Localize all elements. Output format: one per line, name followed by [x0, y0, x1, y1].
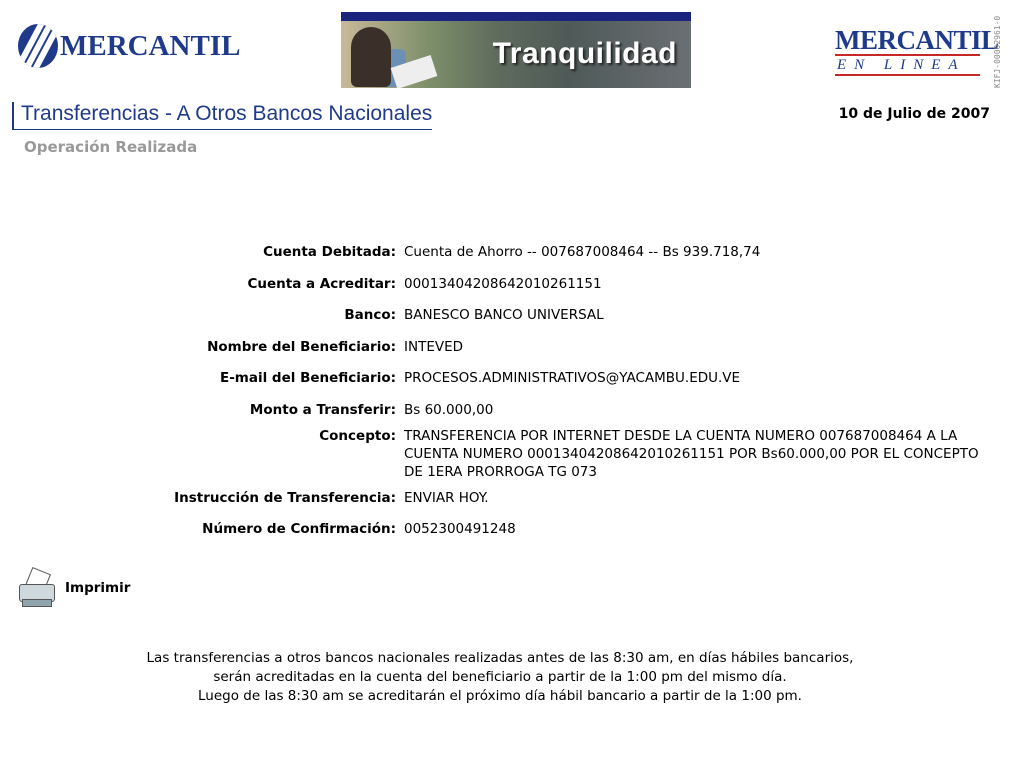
detail-label: Número de Confirmación: [202, 521, 396, 537]
detail-value: 00013404208642010261151 [404, 275, 602, 292]
detail-label: Banco: [344, 307, 396, 323]
mercantil-en-linea-logo-top: MERCANTIL [835, 25, 999, 55]
banner-text: Tranquilidad [492, 37, 677, 70]
detail-label: Cuenta a Acreditar: [247, 275, 396, 292]
detail-label: Concepto: [319, 427, 396, 444]
page-title: Transferencias - A Otros Bancos Nacionales [12, 102, 432, 130]
footer-note [0, 649, 1000, 706]
detail-label: Nombre del Beneficiario: [207, 338, 396, 355]
detail-value: TRANSFERENCIA POR INTERNET DESDE LA CUENTA NUMERO 007687008464 A LA CUENTA NUMERO 00013404208642010261151 POR Bs60.000,00 POR EL CONCEPTO DE 1ERA PRORROGA TG 073 [404, 427, 979, 480]
detail-label: E-mail del Beneficiario: [219, 370, 396, 386]
detail-value: 0052300491248 [404, 521, 516, 537]
operation-status: Operación Realizada [24, 138, 198, 156]
mercantil-logo [18, 22, 240, 70]
banner-top-bar [341, 12, 691, 21]
print-label[interactable]: Imprimir [65, 580, 131, 596]
detail-row-cuenta-debitada [120, 243, 1000, 261]
detail-row-confirmacion [120, 520, 1000, 538]
tranquilidad-banner [341, 12, 691, 88]
detail-row-nombre-beneficiario [120, 338, 1000, 356]
detail-row-concepto [120, 427, 1000, 481]
detail-value: Bs 60.000,00 [404, 401, 494, 418]
detail-value: PROCESOS.ADMINISTRATIVOS@YACAMBU.EDU.VE [404, 370, 741, 386]
detail-row-instruccion [120, 489, 1000, 507]
detail-label: Instrucción de Transferencia: [174, 489, 396, 506]
current-date: 10 de Julio de 2007 [838, 106, 990, 122]
detail-row-monto [120, 401, 1000, 419]
mercantil-logo-text: MERCANTIL [60, 29, 241, 62]
detail-value: BANESCO BANCO UNIVERSAL [404, 307, 604, 323]
mercantil-logo-mark-icon [18, 24, 58, 68]
footer-note-line: Las transferencias a otros bancos nacionales realizadas antes de las 8:30 am, en días hábiles bancarios, [146, 650, 854, 666]
mercantil-en-linea-logo-bottom: EN LINEA [835, 54, 980, 76]
detail-label: Cuenta Debitada: [263, 244, 396, 260]
detail-row-email-beneficiario [120, 369, 1000, 387]
print-button[interactable] [18, 568, 130, 608]
detail-value: Cuenta de Ahorro -- 007687008464 -- Bs 939.718,74 [404, 244, 761, 260]
side-code: KIFJ-00002961-0 [993, 15, 1002, 88]
footer-note-line: Luego de las 8:30 am se acreditarán el próximo día hábil bancario a partir de la 1:00 pm. [198, 688, 802, 704]
detail-row-banco [120, 306, 1000, 324]
detail-row-cuenta-acreditar [120, 275, 1000, 293]
mercantil-en-linea-logo [835, 25, 999, 76]
printer-icon[interactable] [18, 568, 54, 608]
footer-note-line: serán acreditadas en la cuenta del beneficiario a partir de la 1:00 pm del mismo día. [213, 669, 787, 685]
detail-label: Monto a Transferir: [249, 401, 396, 418]
detail-value: ENVIAR HOY. [404, 489, 489, 506]
detail-value: INTEVED [404, 338, 464, 355]
banner-photo [341, 21, 691, 88]
transfer-details [120, 243, 1000, 552]
